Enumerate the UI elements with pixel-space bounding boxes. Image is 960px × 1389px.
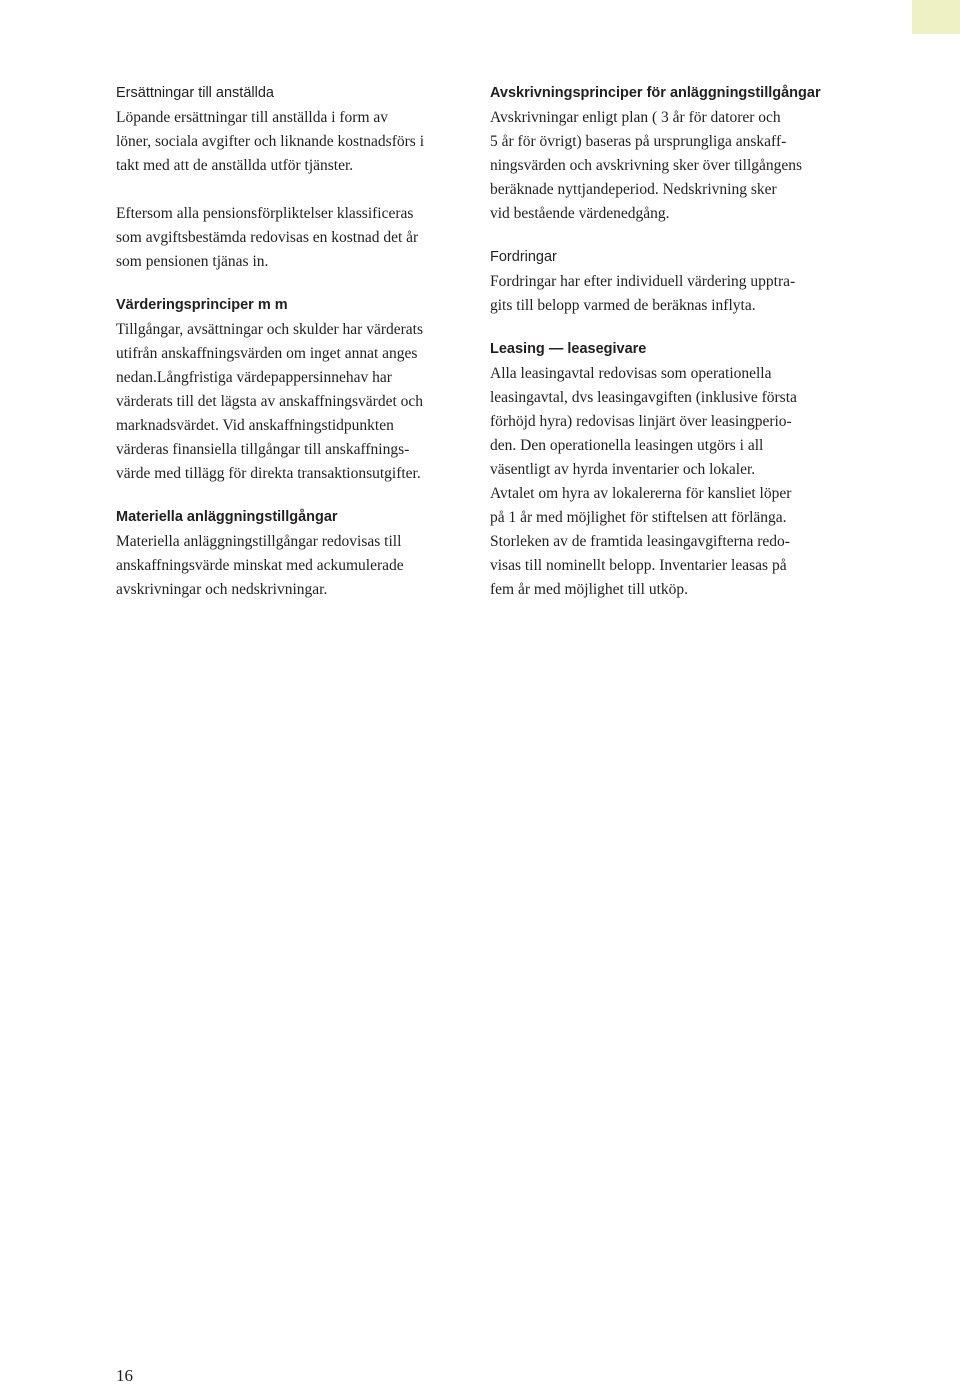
text-line: Avtalet om hyra av lokalererna för kansliet löper	[490, 485, 792, 502]
section-heading: Värderingsprinciper m m	[116, 297, 288, 313]
text-line: 5 år för övrigt) baseras på ursprungliga anskaff-	[490, 133, 787, 150]
left-column	[116, 84, 476, 624]
paragraph	[116, 530, 476, 602]
right-column	[490, 84, 850, 624]
paragraph	[490, 106, 850, 226]
text-line: Tillgångar, avsättningar och skulder har värderats	[116, 321, 423, 338]
section-heading: Leasing — leasegivare	[490, 341, 647, 357]
text-line: gits till belopp varmed de beräknas inflyta.	[490, 297, 756, 314]
section-leasing	[490, 340, 850, 602]
section-heading: Fordringar	[490, 249, 557, 265]
text-line: Avskrivningar enligt plan ( 3 år för datorer och	[490, 109, 781, 126]
text-line: som pensionen tjänas in.	[116, 253, 269, 270]
text-line: anskaffningsvärde minskat med ackumulerade	[116, 557, 404, 574]
section-heading: Avskrivningsprinciper för anläggningstillgångar	[490, 85, 821, 101]
text-line: marknadsvärdet. Vid anskaffningstidpunkten	[116, 417, 394, 434]
text-line: värderats till det lägsta av anskaffningsvärdet och	[116, 393, 424, 410]
paragraph	[116, 318, 476, 486]
text-line: som avgiftsbestämda redovisas en kostnad det år	[116, 229, 419, 246]
text-line: takt med att de anställda utför tjänster.	[116, 157, 354, 174]
paragraph	[116, 106, 476, 178]
text-line: beräknade nyttjandeperiod. Nedskrivning sker	[490, 181, 777, 198]
text-line: avskrivningar och nedskrivningar.	[116, 581, 328, 598]
text-line: nedan.Långfristiga värdepappersinnehav har	[116, 369, 392, 386]
text-line: värde med tillägg för direkta transaktionsutgifter.	[116, 465, 421, 482]
text-line: den. Den operationella leasingen utgörs i all	[490, 437, 764, 454]
corner-color-block	[912, 0, 960, 34]
text-line: på 1 år med möjlighet för stiftelsen att förlänga.	[490, 509, 787, 526]
text-line: väsentligt av hyrda inventarier och lokaler.	[490, 461, 756, 478]
paragraph	[116, 202, 476, 274]
section-materiella	[116, 508, 476, 602]
text-line: värderas finansiella tillgångar till anskaffnings-	[116, 441, 410, 458]
text-line: utifrån anskaffningsvärden om inget annat anges	[116, 345, 418, 362]
text-line: Löpande ersättningar till anställda i form av	[116, 109, 389, 126]
text-line: Storleken av de framtida leasingavgifterna redo-	[490, 533, 790, 550]
section-fordringar	[490, 248, 850, 318]
text-line: leasingavtal, dvs leasingavgiften (inklusive första	[490, 389, 797, 406]
text-line: vid bestående värdenedgång.	[490, 205, 670, 222]
section-avskrivningsprinciper	[490, 84, 850, 226]
section-ersattningar	[116, 84, 476, 274]
section-heading: Materiella anläggningstillgångar	[116, 509, 338, 525]
section-varderingsprinciper	[116, 296, 476, 486]
text-line: fem år med möjlighet till utköp.	[490, 581, 689, 598]
text-line: Eftersom alla pensionsförpliktelser klassificeras	[116, 205, 414, 222]
text-line: förhöjd hyra) redovisas linjärt över leasingperio-	[490, 413, 792, 430]
paragraph	[490, 270, 850, 318]
section-heading: Ersättningar till anställda	[116, 85, 274, 101]
text-line: löner, sociala avgifter och liknande kostnadsförs i	[116, 133, 424, 150]
text-line: Fordringar har efter individuell värdering upptra-	[490, 273, 796, 290]
text-line: Alla leasingavtal redovisas som operationella	[490, 365, 772, 382]
text-line: visas till nominellt belopp. Inventarier leasas på	[490, 557, 787, 574]
paragraph	[490, 362, 850, 602]
page-number: 16	[116, 1366, 133, 1385]
text-line: Materiella anläggningstillgångar redovisas till	[116, 533, 402, 550]
text-line: ningsvärden och avskrivning sker över tillgångens	[490, 157, 803, 174]
